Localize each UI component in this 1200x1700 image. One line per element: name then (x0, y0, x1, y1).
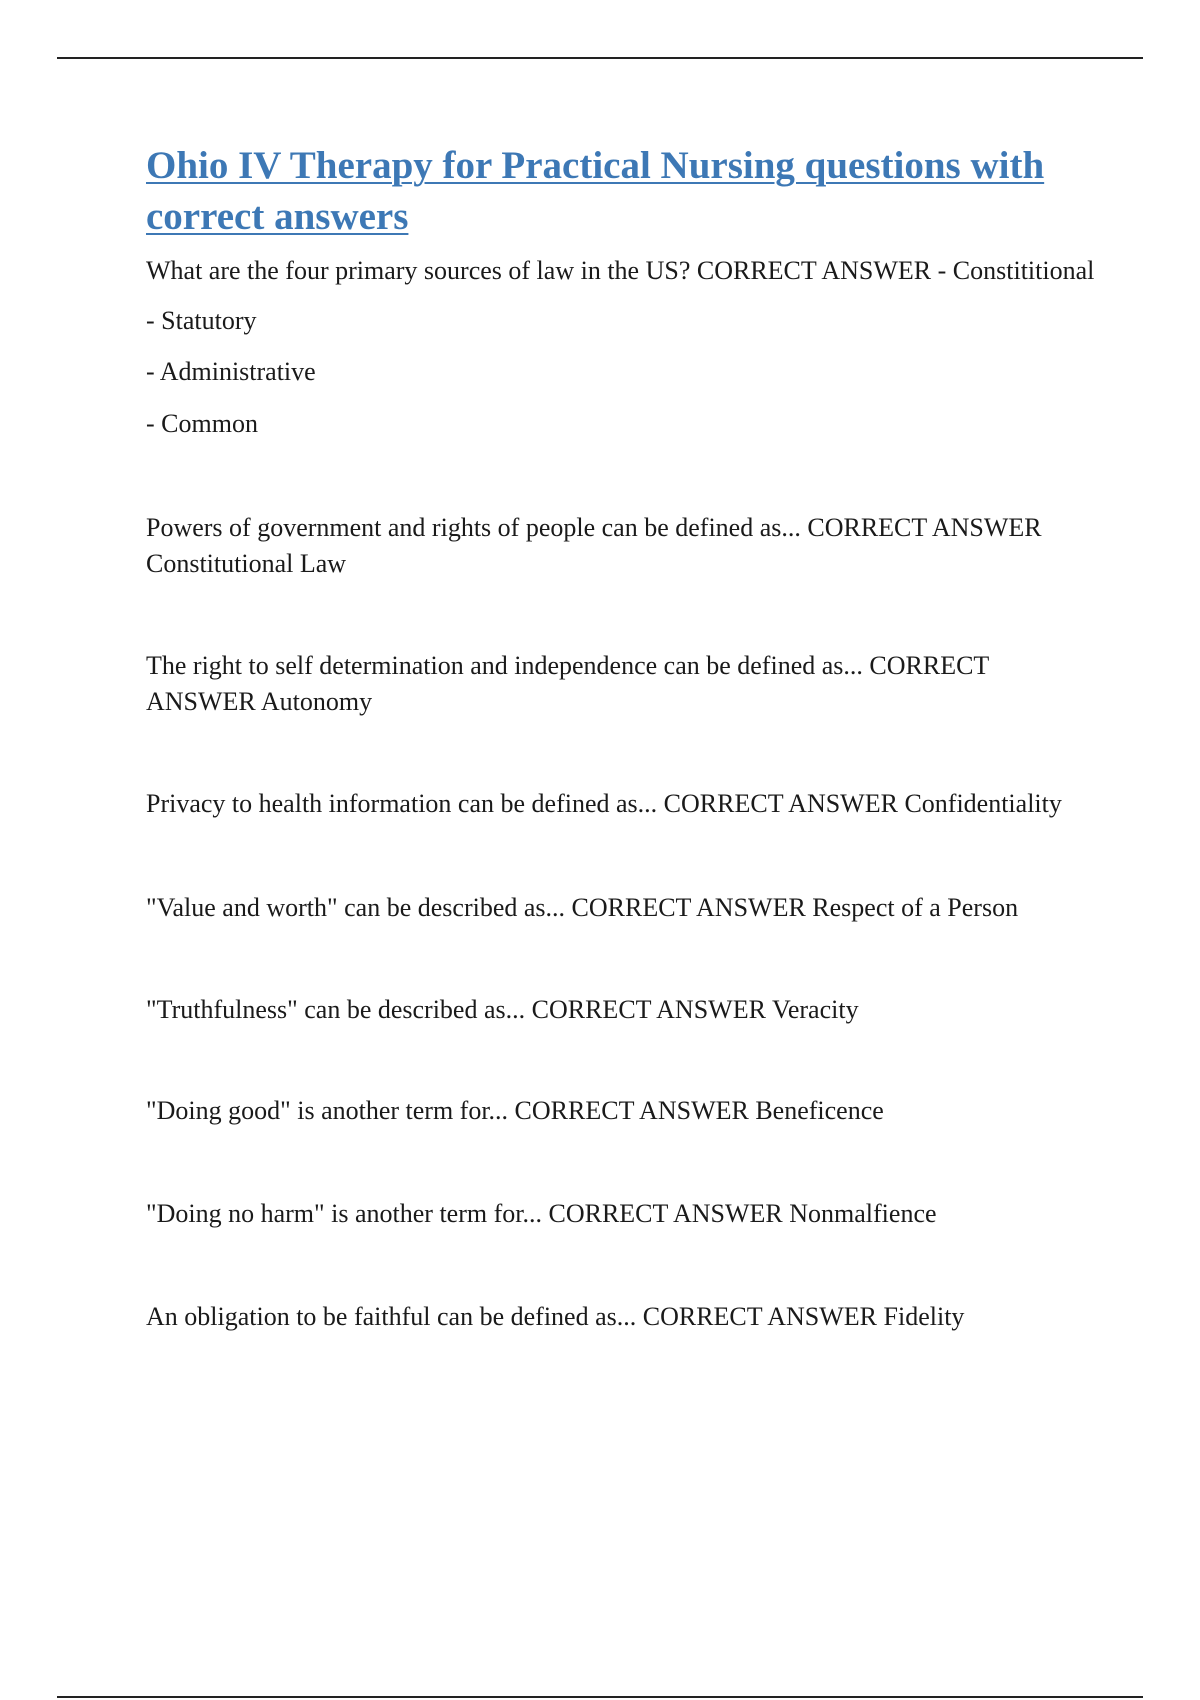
qa-item: "Truthfulness" can be described as... CORRECT ANSWER Veracity (146, 995, 859, 1024)
qa-item: What are the four primary sources of law in the US? CORRECT ANSWER - Constititional (146, 256, 1095, 285)
qa-item: An obligation to be faithful can be defined as... CORRECT ANSWER Fidelity (146, 1302, 965, 1331)
qa-item: Privacy to health information can be defined as... CORRECT ANSWER Confidentiality (146, 789, 1062, 818)
qa-item: "Doing good" is another term for... CORRECT ANSWER Beneficence (146, 1096, 884, 1125)
bottom-rule (57, 1696, 1143, 1698)
answer-bullet: - Statutory (146, 306, 257, 335)
document-body (146, 140, 1096, 1335)
document-title: Ohio IV Therapy for Practical Nursing questions with correct answers (146, 144, 1045, 238)
qa-item: "Value and worth" can be described as... CORRECT ANSWER Respect of a Person (146, 893, 1019, 922)
qa-item: The right to self determination and independence can be defined as... CORRECT ANSWER Autonomy (146, 651, 989, 716)
answer-bullet: - Administrative (146, 357, 316, 386)
top-rule (57, 57, 1143, 59)
qa-item: Powers of government and rights of people can be defined as... CORRECT ANSWER Constitutional Law (146, 513, 1042, 578)
qa-item: "Doing no harm" is another term for... CORRECT ANSWER Nonmalfience (146, 1199, 937, 1228)
answer-bullet: - Common (146, 409, 258, 438)
